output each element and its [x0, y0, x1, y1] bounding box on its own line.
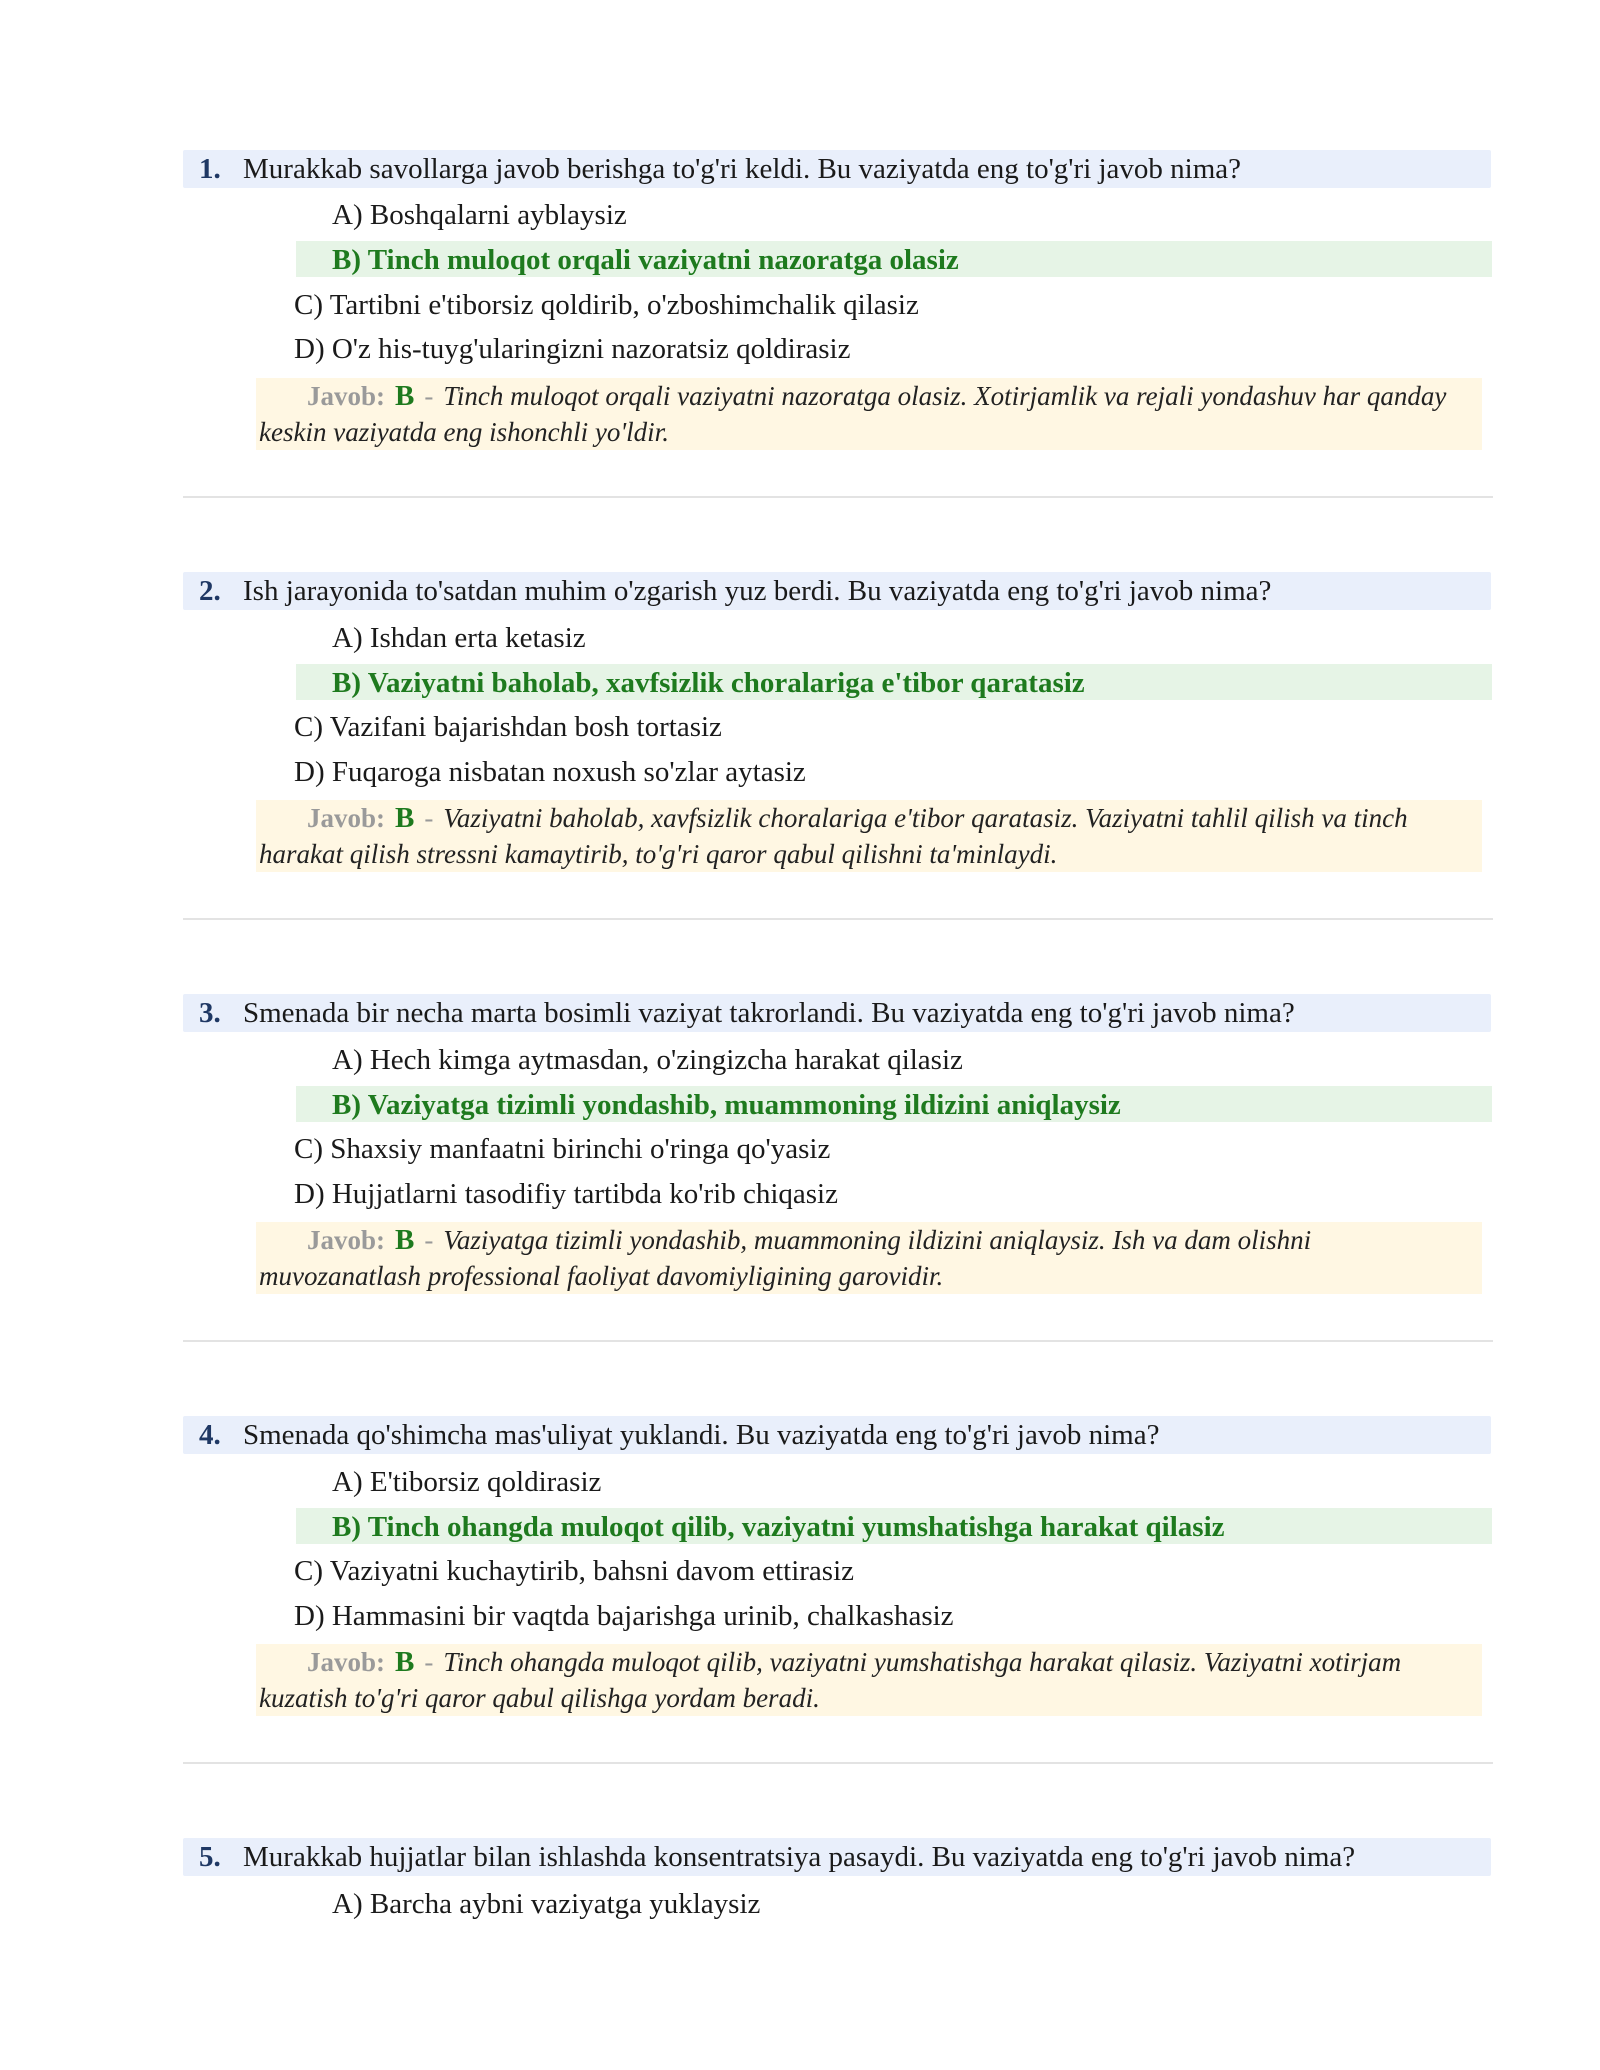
answer-label: Javob: [307, 1225, 386, 1255]
option-b-correct [296, 241, 1492, 277]
question-header [183, 572, 1491, 610]
option-c: C) Vaziyatni kuchaytirib, bahsni davom ettirasiz [294, 1555, 854, 1587]
answer-letter: B [395, 1646, 415, 1678]
explanation-text: Tinch muloqot orqali vaziyatni nazoratga olasiz. Xotirjamlik va rejali yondashuv har qanday keskin vaziyatda eng ishonchli yo'ldir. [259, 381, 1447, 447]
divider [183, 1762, 1493, 1764]
question-header [183, 1416, 1491, 1454]
question-header [183, 1838, 1491, 1876]
option-c: C) Tartibni e'tiborsiz qoldirib, o'zboshimchalik qilasiz [294, 289, 919, 321]
question-number: 3. [199, 997, 221, 1029]
question-header [183, 150, 1491, 188]
option-a: A) Ishdan erta ketasiz [332, 622, 586, 654]
answer-explanation [256, 378, 1482, 450]
explanation-text: Tinch ohangda muloqot qilib, vaziyatni yumshatishga harakat qilasiz. Vaziyatni xotirjam kuzatish to'g'ri qaror qabul qilishga yordam beradi. [259, 1647, 1402, 1713]
option-d: D) Hammasini bir vaqtda bajarishga urinib, chalkashasiz [294, 1600, 954, 1632]
option-a: A) Boshqalarni ayblaysiz [332, 199, 627, 231]
divider [183, 496, 1493, 498]
divider [183, 1340, 1493, 1342]
option-b-label: B) Tinch ohangda muloqot qilib, vaziyatni yumshatishga harakat qilasiz [332, 1511, 1225, 1543]
option-b-correct [296, 1508, 1492, 1544]
question-text: Murakkab hujjatlar bilan ishlashda konsentratsiya pasaydi. Bu vaziyatda eng to'g'ri javob nima? [243, 1841, 1356, 1873]
answer-letter: B [395, 1224, 415, 1256]
option-b-label: B) Tinch muloqot orqali vaziyatni nazoratga olasiz [332, 244, 959, 276]
question-number: 5. [199, 1841, 221, 1873]
question-text: Smenada bir necha marta bosimli vaziyat takrorlandi. Bu vaziyatda eng to'g'ri javob nima? [243, 997, 1295, 1029]
question-number: 4. [199, 1419, 221, 1451]
answer-dash: - [424, 1225, 434, 1255]
option-b-label: B) Vaziyatni baholab, xavfsizlik choralariga e'tibor qaratasiz [332, 667, 1085, 699]
answer-letter: B [395, 380, 415, 412]
answer-dash: - [424, 381, 434, 411]
answer-explanation [256, 1222, 1482, 1294]
question-header [183, 994, 1491, 1032]
option-c: C) Vazifani bajarishdan bosh tortasiz [294, 711, 722, 743]
option-c: C) Shaxsiy manfaatni birinchi o'ringa qo'yasiz [294, 1133, 831, 1165]
question-text: Murakkab savollarga javob berishga to'g'ri keldi. Bu vaziyatda eng to'g'ri javob nima? [243, 153, 1242, 185]
option-d: D) Hujjatlarni tasodifiy tartibda ko'rib chiqasiz [294, 1178, 838, 1210]
option-d: D) Fuqaroga nisbatan noxush so'zlar aytasiz [294, 756, 806, 788]
answer-dash: - [424, 803, 434, 833]
option-a: A) Barcha aybni vaziyatga yuklaysiz [332, 1888, 761, 1920]
answer-letter: B [395, 802, 415, 834]
question-number: 2. [199, 575, 221, 607]
question-number: 1. [199, 153, 221, 185]
option-a: A) Hech kimga aytmasdan, o'zingizcha harakat qilasiz [332, 1044, 963, 1076]
option-b-label: B) Vaziyatga tizimli yondashib, muammoning ildizini aniqlaysiz [332, 1089, 1121, 1121]
option-a: A) E'tiborsiz qoldirasiz [332, 1466, 602, 1498]
answer-label: Javob: [307, 803, 386, 833]
option-d: D) O'z his-tuyg'ularingizni nazoratsiz qoldirasiz [294, 333, 851, 365]
answer-explanation [256, 1644, 1482, 1716]
answer-label: Javob: [307, 381, 386, 411]
question-text: Smenada qo'shimcha mas'uliyat yuklandi. Bu vaziyatda eng to'g'ri javob nima? [243, 1419, 1160, 1451]
option-b-correct [296, 1086, 1492, 1122]
answer-dash: - [424, 1647, 434, 1677]
explanation-text: Vaziyatga tizimli yondashib, muammoning ildizini aniqlaysiz. Ish va dam olishni muvozanatlash professional faoliyat davomiyligining garovidir. [259, 1225, 1312, 1291]
option-b-correct [296, 664, 1492, 700]
explanation-text: Vaziyatni baholab, xavfsizlik choralariga e'tibor qaratasiz. Vaziyatni tahlil qilish va tinch harakat qilish stressni kamaytirib, to'g'ri qaror qabul qilishni ta'minlaydi. [259, 803, 1408, 869]
divider [183, 918, 1493, 920]
question-text: Ish jarayonida to'satdan muhim o'zgarish yuz berdi. Bu vaziyatda eng to'g'ri javob nima? [243, 575, 1272, 607]
answer-label: Javob: [307, 1647, 386, 1677]
answer-explanation [256, 800, 1482, 872]
